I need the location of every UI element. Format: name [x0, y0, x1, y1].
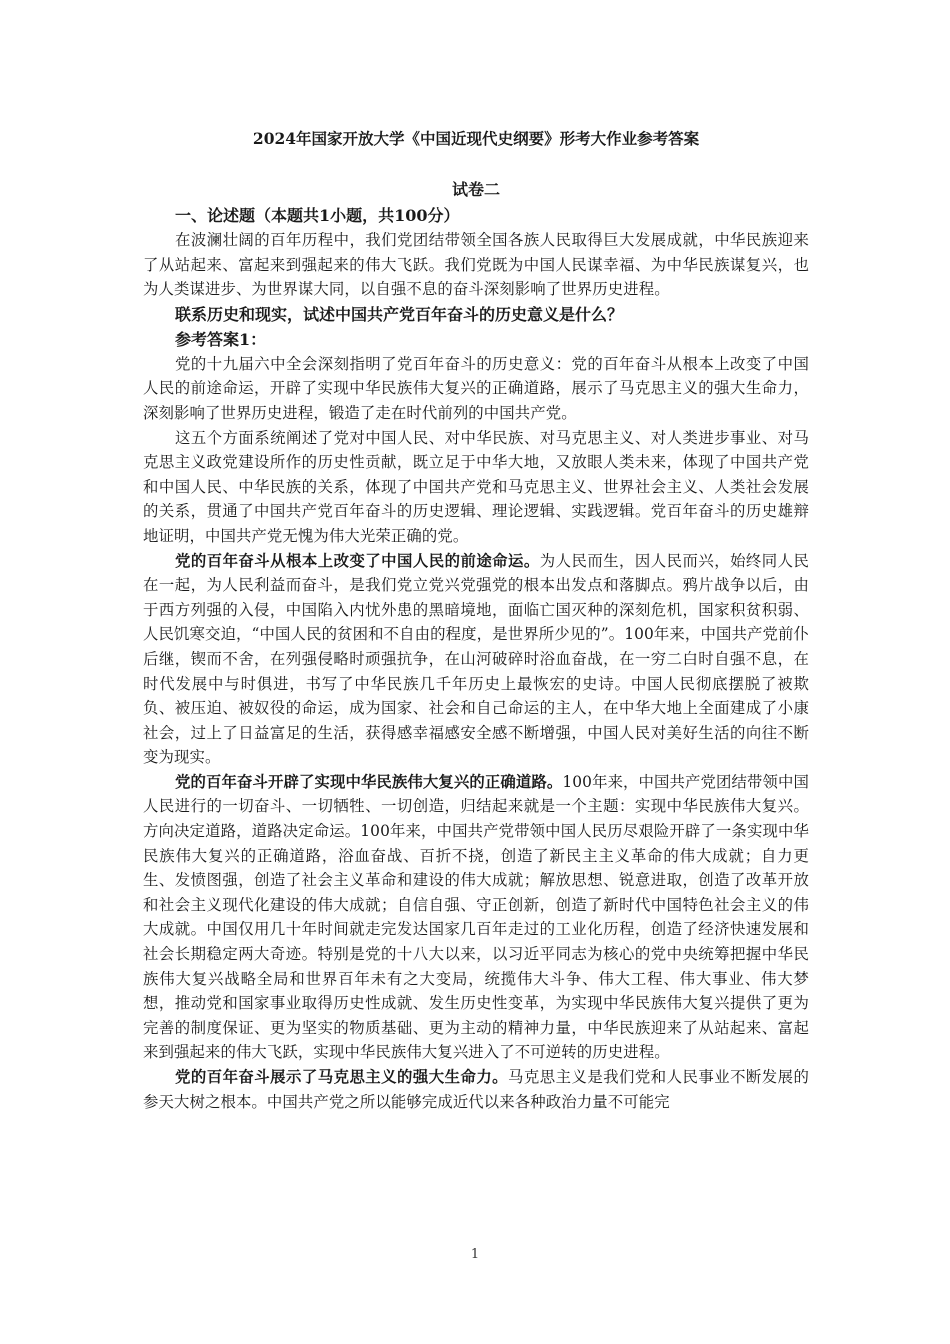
section-heading: 一、论述题（本题共1小题，共100分） [175, 206, 460, 225]
paper-title: 试卷二 [451, 180, 500, 199]
answer-paragraph-5 [143, 1065, 809, 1114]
page-number: 1 [470, 1247, 480, 1262]
answer-paragraph-3 [143, 549, 809, 770]
paragraph-text: 这五个方面系统阐述了党对中国人民、对中华民族、对马克思主义、对人类进步事业、对马克思主义政党建设所作的历史性贡献，既立足于中华大地，又放眼人类未来，体现了中国共产党和中国人民、中华民族的关系，体现了中国共产党和马克思主义、世界社会主义、人类社会发展的关系，贯通了中国共产党百年奋斗的历史逻辑、理论逻辑、实践逻辑。党百年奋斗的历史雄辩地证明，中国共产党无愧为伟大光荣正确的党。 [143, 428, 809, 545]
paragraph-lead: 党的百年奋斗展示了马克思主义的强大生命力。 [175, 1068, 509, 1086]
answer-label: 参考答案1： [175, 329, 267, 349]
paragraph-text: 100年来，中国共产党团结带领中国人民进行的一切奋斗、一切牺牲、一切创造，归结起来就是一个主题：实现中华民族伟大复兴。方向决定道路，道路决定命运。100年来，中国共产党带领中国人民历尽艰险开辟了一条实现中华民族伟大复兴的正确道路，浴血奋战、百折不挠，创造了新民主主义革命的伟大成就；自力更生、发愤图强，创造了社会主义革命和建设的伟大成就；解放思想、锐意进取，创造了改革开放和社会主义现代化建设的伟大成就；自信自强、守正创新，创造了新时代中国特色社会主义的伟大成就。中国仅用几十年时间就走完发达国家几百年走过的工业化历程，创造了经济快速发展和社会长期稳定两大奇迹。特别是党的十八大以来，以习近平同志为核心的党中央统筹把握中华民族伟大复兴战略全局和世界百年未有之大变局，统揽伟大斗争、伟大工程、伟大事业、伟大梦想，推动党和国家事业取得历史性成就、发生历史性变革，为实现中华民族伟大复兴提供了更为完善的制度保证、更为坚实的物质基础、更为主动的精神力量，中华民族迎来了从站起来、富起来到强起来的伟大飞跃，实现中华民族伟大复兴进入了不可逆转的历史进程。 [143, 772, 809, 1062]
paragraph-text: 马克思主义是我们党和人民事业不断发展的参天大树之根本。中国共产党之所以能够完成近代以来各种政治力量不可能完 [143, 1068, 809, 1111]
paragraph-text: 党的十九届六中全会深刻指明了党百年奋斗的历史意义：党的百年奋斗从根本上改变了中国人民的前途命运，开辟了实现中华民族伟大复兴的正确道路，展示了马克思主义的强大生命力，深刻影响了世界历史进程，锻造了走在时代前列的中国共产党。 [143, 354, 809, 422]
question-text: 联系历史和现实，试述中国共产党百年奋斗的历史意义是什么？ [175, 304, 624, 324]
paragraph-text: 为人民而生，因人民而兴，始终同人民在一起，为人民利益而奋斗，是我们党立党兴党强党的根本出发点和落脚点。鸦片战争以后，由于西方列强的入侵，中国陷入内忧外患的黑暗境地，面临亡国灭种的深刻危机，国家积贫积弱、人民饥寒交迫，“中国人民的贫困和不自由的程度，是世界所少见的”。100年来，中国共产党前仆后继，锲而不舍，在列强侵略时顽强抗争，在山河破碎时浴血奋战，在一穷二白时自强不息，在时代发展中与时俱进，书写了中华民族几千年历史上最恢宏的史诗。中国人民彻底摆脱了被欺负、被压迫、被奴役的命运，成为国家、社会和自己命运的主人，在中华大地上全面建成了小康社会，过上了日益富足的生活，获得感幸福感安全感不断增强，中国人民对美好生活的向往不断变为现实。 [143, 551, 809, 767]
intro-paragraph: 在波澜壮阔的百年历程中，我们党团结带领全国各族人民取得巨大发展成就，中华民族迎来了从站起来、富起来到强起来的伟大飞跃。我们党既为中国人民谋幸福、为中华民族谋复兴，也为人类谋进步、为世界谋大同，以自强不息的奋斗深刻影响了世界历史进程。 [143, 231, 809, 299]
paragraph-lead: 党的百年奋斗从根本上改变了中国人民的前途命运。 [175, 551, 540, 570]
document-page [143, 124, 809, 1114]
answer-paragraph-1 [143, 352, 809, 426]
answer-paragraph-4 [143, 770, 809, 1065]
answer-paragraph-2 [143, 426, 809, 549]
paragraph-lead: 党的百年奋斗开辟了实现中华民族伟大复兴的正确道路。 [175, 772, 563, 791]
document-title: 2024年国家开放大学《中国近现代史纲要》形考大作业参考答案 [252, 129, 700, 148]
